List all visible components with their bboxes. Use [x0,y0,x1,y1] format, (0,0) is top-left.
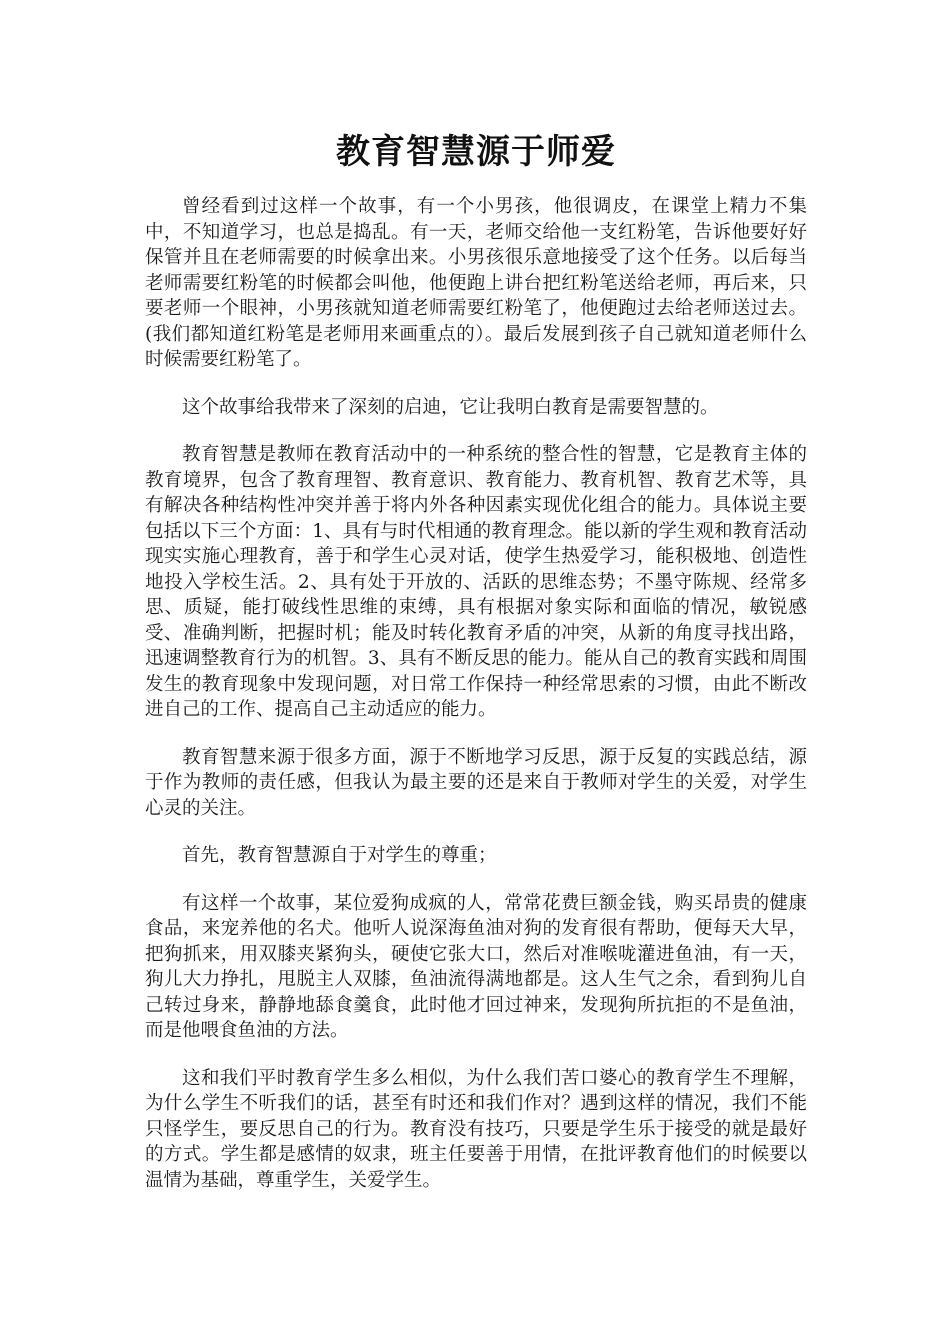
paragraph-7: 这和我们平时教育学生多么相似，为什么我们苦口婆心的教育学生不理解，为什么学生不听我们的话，甚至有时还和我们作对？遇到这样的情况，我们不能只怪学生，要反思自己的行为。教育没有技巧，只要是学生乐于接受的就是最好的方式。学生都是感情的奴隶，班主任要善于用情，在批评教育他们的时候要以温情为基础，尊重学生，关爱学生。 [145,1067,807,1191]
document-title: 教育智慧源于师爱 [336,132,616,172]
paragraph-2: 这个故事给我带来了深刻的启迪，它让我明白教育是需要智慧的。 [182,396,719,418]
paragraph-5: 首先，教育智慧源自于对学生的尊重； [182,845,497,866]
document-page [145,128,807,1215]
paragraph-1: 曾经看到过这样一个故事，有一个小男孩，他很调皮，在课堂上精力不集中，不知道学习，也总是捣乱。有一天，老师交给他一支红粉笔，告诉他要好好保管并且在老师需要的时候拿出来。小男孩很乐意地接受了这个任务。以后每当老师需要红粉笔的时候都会叫他，他便跑上讲台把红粉笔送给老师，再后来，只要老师一个眼神，小男孩就知道老师需要红粉笔了，他便跑过去给老师送过去。(我们都知道红粉笔是老师用来画重点的）。最后发展到孩子自己就知道老师什么时候需要红粉笔了。 [145,196,807,370]
paragraph-3: 教育智慧是教师在教育活动中的一种系统的整合性的智慧，它是教育主体的教育境界，包含了教育理智、教育意识、教育能力、教育机智、教育艺术等，具有解决各种结构性冲突并善于将内外各种因素实现优化组合的能力。具体说主要包括以下三个方面：1、具有与时代相通的教育理念。能以新的学生观和教育活动现实实施心理教育，善于和学生心灵对话，使学生热爱学习，能积极地、创造性地投入学校生活。2、具有处于开放的、活跃的思维态势；不墨守陈规、经常多思、质疑，能打破线性思维的束缚，具有根据对象实际和面临的情况，敏锐感受、准确判断，把握时机；能及时转化教育矛盾的冲突，从新的角度寻找出路，迅速调整教育行为的机智。3、具有不断反思的能力。能从自己的教育实践和周围发生的教育现象中发现问题，对日常工作保持一种经常思索的习惯，由此不断改进自己的工作、提高自己主动适应的能力。 [145,444,807,720]
paragraph-4: 教育智慧来源于很多方面，源于不断地学习反思，源于反复的实践总结，源于作为教师的责任感，但我认为最主要的还是来自于教师对学生的关爱，对学生心灵的关注。 [145,746,807,819]
paragraph-6: 有这样一个故事，某位爱狗成疯的人，常常花费巨额金钱，购买昂贵的健康食品，来宠养他的名犬。他听人说深海鱼油对狗的发育很有帮助，便每天大早，把狗抓来，用双膝夹紧狗头，硬使它张大口，然后对准喉咙灌进鱼油，有一天，狗儿大力挣扎，甩脱主人双膝，鱼油流得满地都是。这人生气之余，看到狗儿自己转过身来，静静地舔食羹食，此时他才回过神来，发现狗所抗拒的不是鱼油，而是他喂食鱼油的方法。 [145,892,807,1041]
